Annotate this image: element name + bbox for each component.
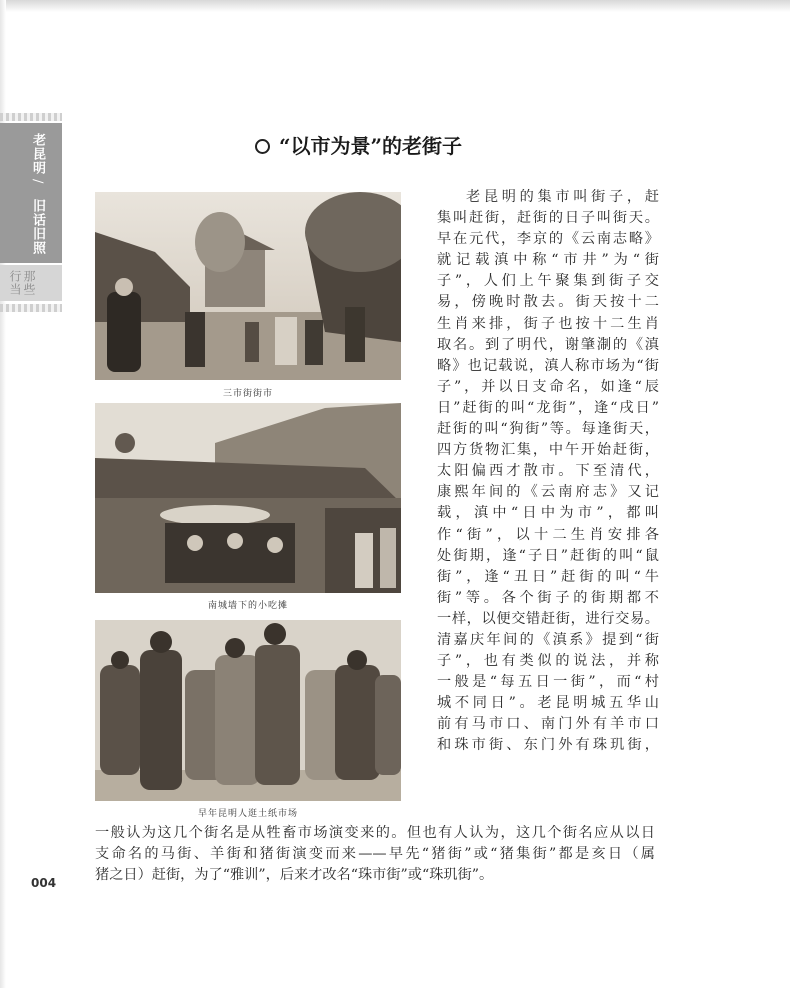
text-line: 集叫赶街，赶街的日子叫街天。 — [437, 210, 659, 227]
text-line: 子”，并以日支命名，如逢“辰 — [437, 378, 659, 395]
text-line: 城不同日”。老昆明城五华山 — [437, 695, 659, 712]
text-line: 前有马市口、南门外有羊市口 — [437, 716, 659, 733]
article-full-width-text — [95, 823, 655, 886]
text-line: 作“街”，以十二生肖安排各 — [437, 526, 659, 543]
text-line: 老昆明的集市叫街子，赶 — [466, 189, 659, 205]
photo-caption: 三市街街市 — [222, 389, 273, 399]
text-line: 一般是“每五日一街”，而“村 — [437, 674, 659, 691]
photo-caption: 南城墙下的小吃摊 — [207, 601, 288, 611]
text-line: 生肖来排，街子也按十二生肖 — [437, 315, 659, 332]
article-column-text — [437, 187, 659, 757]
text-line: 清嘉庆年间的《滇系》提到“街 — [437, 631, 659, 648]
side-tab-slash: / — [30, 179, 45, 185]
text-line: 四方货物汇集，中午开始赶街， — [437, 442, 659, 459]
text-line: 赶街的叫“狗街”等。每逢街天， — [437, 421, 659, 438]
text-line: 早在元代，李京的《云南志略》 — [437, 231, 659, 248]
text-line: 一样，以便交错赶街，进行交易。 — [437, 610, 659, 627]
page-top-shadow — [0, 0, 790, 12]
text-line: 日”赶街的叫“龙街”，逢“戌日” — [437, 399, 659, 416]
text-line: 和珠市街、东门外有珠玑街， — [437, 737, 659, 754]
title-circle-icon — [255, 139, 270, 154]
page-number: 004 — [31, 876, 57, 890]
side-tab-trim-top — [0, 113, 62, 121]
text-line: 街”等。各个街子的街期都不 — [437, 589, 659, 606]
photo-food-stalls — [95, 403, 401, 593]
side-tab-series: 旧话旧照 — [30, 199, 45, 255]
text-line: 取名。到了明代，谢肇淛的《滇 — [437, 336, 659, 353]
text-line: 易，傍晚时散去。街天按十二 — [437, 294, 659, 311]
text-line: 就记载滇中称“市井”为“街 — [437, 252, 659, 269]
text-line: 康熙年间的《云南府志》又记 — [437, 484, 659, 501]
text-line: 子”，人们上午聚集到街子交 — [437, 273, 659, 290]
photo-street-market — [95, 192, 401, 380]
text-line: 猪之日）赶街，为了“雅训”，后来才改名“珠市街”或“珠玑街”。 — [95, 867, 494, 884]
text-line: 载，滇中“日中为市”，都叫 — [437, 505, 659, 522]
photo-paper-market — [95, 620, 401, 801]
text-line: 太阳偏西才散市。下至清代， — [437, 463, 659, 480]
article-title-text: “以市为景”的老街子 — [279, 134, 463, 158]
chapter-side-tab — [0, 113, 62, 312]
text-line: 子”，也有类似的说法，并称 — [437, 653, 659, 670]
text-line: 街”，逢“丑日”赶街的叫“牛 — [437, 568, 659, 585]
text-line: 支命名的马街、羊街和猪街演变而来——早先“猪街”或“猪集街”都是亥日（属 — [95, 846, 655, 863]
side-tab-section-line1: 那些 — [22, 270, 36, 296]
side-tab-book-title: 老昆明 — [30, 133, 45, 175]
article-title — [255, 130, 555, 159]
side-tab-section-line2: 行当 — [8, 270, 22, 296]
side-tab-trim-bottom — [0, 304, 62, 312]
photo-caption: 早年昆明人逛土纸市场 — [197, 809, 298, 819]
text-line: 处街期，逢“子日”赶街的叫“鼠 — [437, 547, 659, 564]
text-line: 一般认为这几个街名是从牲畜市场演变来的。但也有人认为，这几个街名应从以日 — [95, 825, 655, 841]
text-line: 略》也记载说，滇人称市场为“街 — [437, 357, 659, 374]
